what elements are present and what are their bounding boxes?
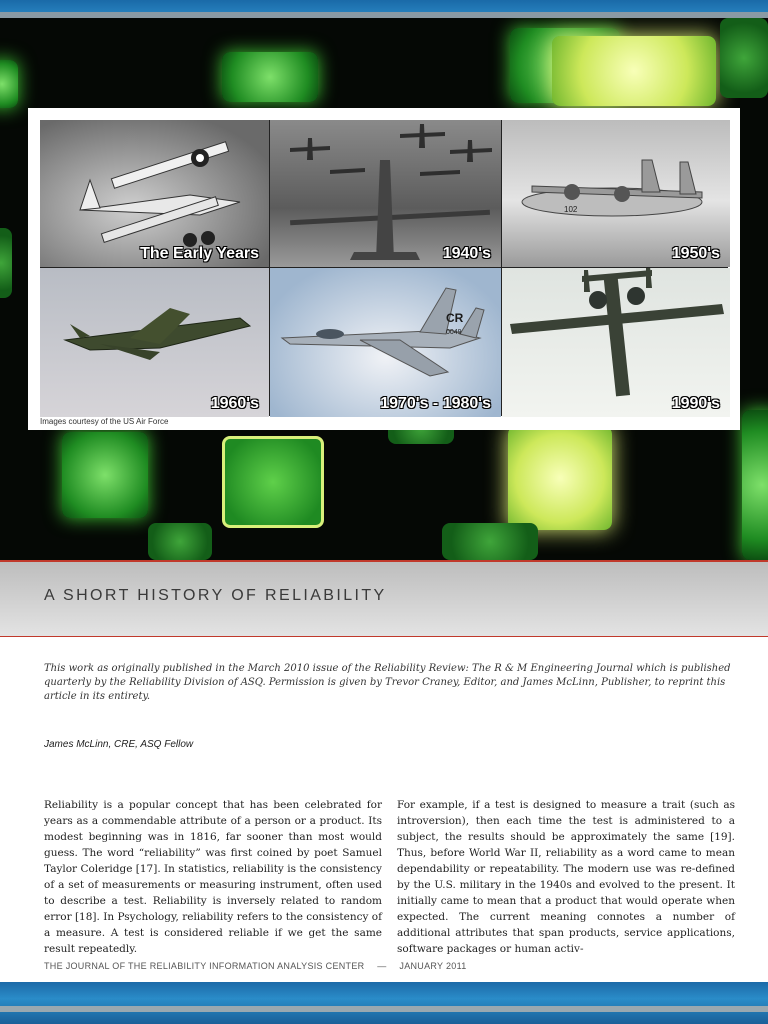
- bottom-gray-stripe: [0, 1006, 768, 1012]
- image-credit: Images courtesy of the US Air Force: [40, 417, 169, 426]
- intro-note: This work as originally published in the March 2010 issue of the Reliability Review: The R & M Engineering Journal which is published quarterly by the Reliability Division of ASQ. Permission is given by Trevor Craney, Editor, and James McLinn, Publisher, to reprint this article in its entirety.: [44, 663, 731, 702]
- decor-square: [552, 36, 716, 106]
- article-title: A SHORT HISTORY OF RELIABILITY: [44, 587, 387, 604]
- aircraft-photo-frame: [28, 108, 740, 430]
- panel-label: 1960's: [210, 395, 259, 412]
- panel-label: 1950's: [671, 245, 720, 262]
- photo-1960s: [40, 268, 269, 417]
- aircraft-photo-grid: [40, 120, 728, 416]
- decor-square: [742, 410, 768, 560]
- footer-separator: —: [377, 961, 387, 971]
- journal-name: THE JOURNAL OF THE RELIABILITY INFORMATION ANALYSIS CENTER: [44, 961, 365, 971]
- panel-label: The Early Years: [140, 245, 259, 262]
- page-footer: [44, 961, 467, 971]
- decor-square: [148, 523, 212, 560]
- decor-square: [222, 436, 324, 528]
- decor-square: [508, 426, 612, 530]
- panel-label: 1990's: [671, 395, 720, 412]
- title-band: [0, 560, 768, 637]
- decor-square: [442, 523, 538, 560]
- panel-label: 1940's: [442, 245, 491, 262]
- issue-date: JANUARY 2011: [399, 961, 467, 971]
- author-byline: James McLinn, CRE, ASQ Fellow: [44, 739, 194, 750]
- photo-1940s: [270, 120, 501, 267]
- panel-label: 1970's - 1980's: [380, 395, 491, 412]
- hero-banner: [0, 18, 768, 560]
- bottom-color-bar: [0, 982, 768, 1024]
- tail-number: 102: [564, 205, 578, 214]
- decor-square: [222, 52, 318, 102]
- body-column-left: Reliability is a popular concept that has been celebrated for years as a commendable attribute of a person or a product. Its modest beginning was in 1816, far sooner than most would guess. The word “reliability” was first coined by poet Samuel Taylor Coleridge [17]. In statistics, reliability is the consistency of a set of measurements or measuring instrument, often used to describe a test. Reliability is inversely related to random error [18]. In Psychology, reliability refers to the consistency of a measure. A test is considered reliable if we get the same result repeatedly.: [44, 798, 382, 955]
- tail-serial: 0049: [446, 329, 462, 336]
- tail-code: CR: [446, 311, 464, 325]
- photo-1970s-1980s: [270, 268, 501, 417]
- decor-square: [0, 228, 12, 298]
- decor-square: [720, 18, 768, 98]
- photo-early-years: [40, 120, 269, 267]
- body-column-right: For example, if a test is designed to measure a trait (such as introversion), then each time the test is administered to a subject, the results should be approximately the same [19]. Thus, before World War II, reliability as a word came to mean dependability or repeatability. The modern use was re-defined by the U.S. military in the 1940s and evolved to the present. It initially came to mean that a product that would operate when expected. The current meaning connotes a number of additional attributes that span products, service applications, software packages or human activ-: [397, 798, 735, 955]
- decor-square: [0, 60, 18, 108]
- decor-square: [62, 432, 148, 518]
- photo-1990s: [502, 268, 730, 417]
- photo-1950s: [502, 120, 730, 267]
